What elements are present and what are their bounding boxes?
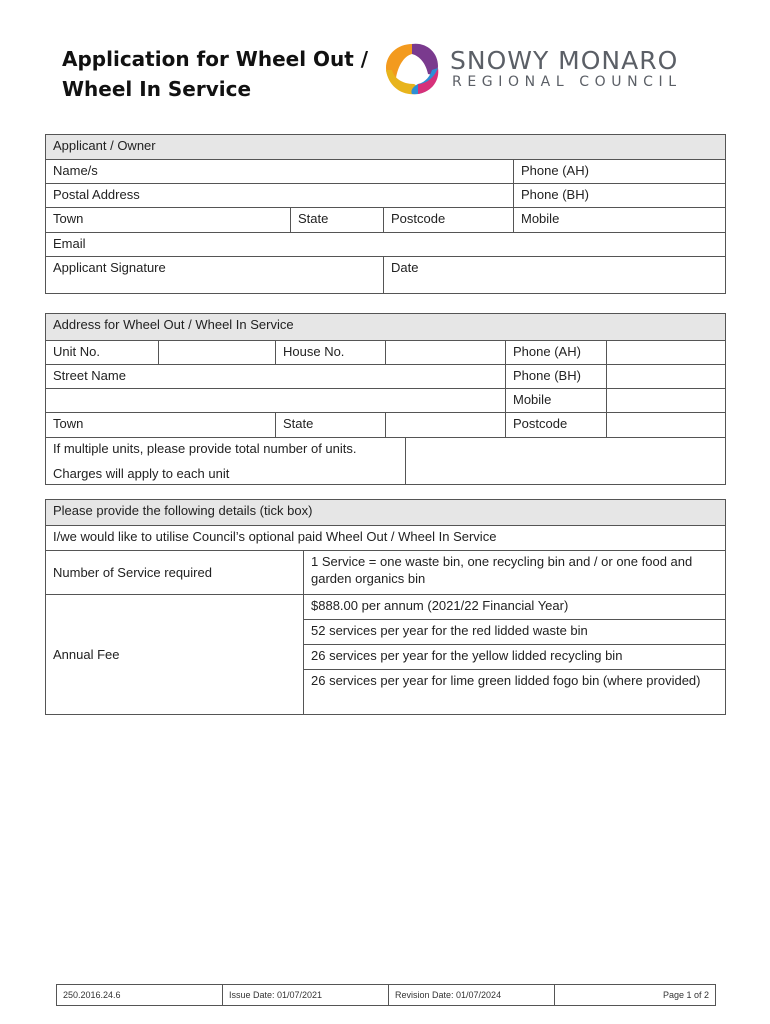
title-line-2: Wheel In Service [62,77,252,101]
revision-date: Revision Date: 01/07/2024 [389,985,555,1005]
charges-note: Charges will apply to each unit [53,466,230,481]
multiple-units-label [46,438,406,485]
doc-number: 250.2016.24.6 [57,985,223,1005]
signature-field[interactable]: Applicant Signature [46,257,384,294]
council-logo-icon [382,40,442,98]
address-state-input[interactable] [386,413,506,438]
address-mobile-input[interactable] [607,389,726,413]
address-postcode-input[interactable] [607,413,726,438]
page-title [62,44,382,104]
address-state-label: State [276,413,386,438]
house-no-input[interactable] [386,341,506,365]
street-name-field[interactable]: Street Name [46,365,506,389]
service-address-section [45,313,726,485]
applicant-section [45,134,726,294]
postal-address-field[interactable]: Postal Address [46,184,514,208]
address-mobile-label: Mobile [506,389,607,413]
optional-service-checkbox-row[interactable]: I/we would like to utilise Council’s optional paid Wheel Out / Wheel In Service [46,526,726,551]
phone-bh-field[interactable]: Phone (BH) [514,184,726,208]
postcode-field[interactable]: Postcode [384,208,514,233]
fee-amount[interactable]: $888.00 per annum (2021/22 Financial Year) [304,595,726,620]
mobile-field[interactable]: Mobile [514,208,726,233]
details-section [45,499,726,715]
town-field[interactable]: Town [46,208,291,233]
service-definition[interactable]: 1 Service = one waste bin, one recycling bin and / or one food and garden organics bin [304,551,726,595]
unit-no-label: Unit No. [46,341,159,365]
multiple-units-text: If multiple units, please provide total number of units. [53,441,357,456]
email-field[interactable]: Email [46,233,726,257]
council-logo [382,40,712,98]
address-phone-ah-label: Phone (AH) [506,341,607,365]
state-field[interactable]: State [291,208,384,233]
names-field[interactable]: Name/s [46,160,514,184]
logo-subtitle: REGIONAL COUNCIL [452,74,682,90]
unit-no-input[interactable] [159,341,276,365]
applicant-heading: Applicant / Owner [46,135,726,160]
title-line-1: Application for Wheel Out / [62,47,369,71]
address-phone-bh-label: Phone (BH) [506,365,607,389]
address-postcode-label: Postcode [506,413,607,438]
fogo-bin-option[interactable]: 26 services per year for lime green lidded fogo bin (where provided) [304,670,726,715]
house-no-label: House No. [276,341,386,365]
service-address-heading: Address for Wheel Out / Wheel In Service [46,314,726,341]
waste-bin-option[interactable]: 52 services per year for the red lidded waste bin [304,620,726,645]
date-field[interactable]: Date [384,257,726,294]
address-phone-ah-input[interactable] [607,341,726,365]
number-of-service-label: Number of Service required [46,551,304,595]
issue-date: Issue Date: 01/07/2021 [223,985,389,1005]
details-heading: Please provide the following details (tick box) [46,500,726,526]
number-of-units-input[interactable] [406,438,726,485]
footer [56,984,716,1006]
street-name-line-2[interactable] [46,389,506,413]
phone-ah-field[interactable]: Phone (AH) [514,160,726,184]
recycling-bin-option[interactable]: 26 services per year for the yellow lidded recycling bin [304,645,726,670]
logo-name: SNOWY MONARO [450,46,679,75]
page-number: Page 1 of 2 [662,990,709,1000]
annual-fee-label: Annual Fee [46,595,304,715]
address-town-field[interactable]: Town [46,413,276,438]
address-phone-bh-input[interactable] [607,365,726,389]
